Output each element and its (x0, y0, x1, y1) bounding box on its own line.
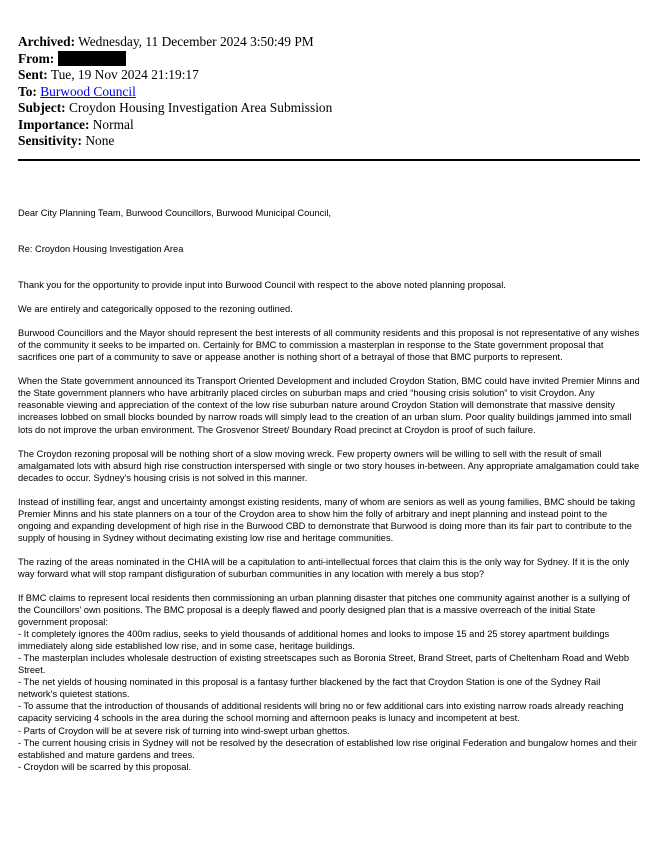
paragraph-5: The Croydon rezoning proposal will be nothing short of a slow moving wreck. Few property owners will be willing to sell with the result of small amalgamated lots with absurd high rise construction interspersed with single or two story houses in-between. Any appropriate amalgamation could take decades to occur. Sydney’s housing crisis is not solved in this manner. (18, 448, 640, 483)
bullet-3: - The net yields of housing nominated in this proposal is a fantasy further blackened by the fact that Croydon Station is one of the Sydney Rail network’s quietest stations. (18, 677, 601, 700)
paragraph-1: Thank you for the opportunity to provide input into Burwood Council with respect to the above noted planning proposal. (18, 280, 506, 291)
importance-label: Importance: (18, 116, 90, 132)
paragraph-8: If BMC claims to represent local residents then commissioning an urban planning disaster that pitches one community against another is a sullying of the Councillors’ own positions. The BMC proposal is a deeply flawed and poorly designed plan that is a massive overreach of the initial State government proposal: (18, 592, 630, 628)
to-label: To: (18, 83, 37, 99)
from-row (18, 51, 640, 68)
importance-row (18, 117, 640, 134)
archived-row (18, 34, 640, 51)
sent-value: Tue, 19 Nov 2024 21:19:17 (50, 67, 199, 82)
email-body (18, 207, 640, 773)
sent-label: Sent: (18, 67, 48, 82)
to-link[interactable]: Burwood Council (40, 83, 136, 99)
paragraph-4: When the State government announced its Transport Oriented Development and included Croydon Station, BMC could have invited Premier Minns and the State government planners who have arbitrarily placed circles on suburban maps and cried “housing crisis solution” to visit Croydon. Any reasonable viewing and appreciation of the context of the low rise suburban nature around Croydon Station will demonstrate that massive density increases lobbed on small blocks bounded by narrow roads will simply lead to the creation of an urban slum. Poor quality buildings jammed into small lots do not improve the urban environment. The Grosvenor Street/ Boundary Road precinct at Croydon is proof of such failure. (18, 376, 640, 435)
paragraph-3: Burwood Councillors and the Mayor should represent the best interests of all community residents and this proposal is not representative of any wishes of the community it seeks to be imparted on. Certainly for BMC to commission a masterplan in response to the State government proposal that sacrifices one part of a community to save or appease another is nothing short of a betrayal of those that BMC purports to represent. (18, 328, 640, 363)
subject-value: Croydon Housing Investigation Area Submission (68, 100, 333, 115)
from-label: From: (18, 50, 55, 66)
sensitivity-label: Sensitivity: (18, 133, 82, 148)
subject-row (18, 100, 640, 117)
email-header (18, 34, 640, 150)
sensitivity-row (18, 133, 640, 150)
bullet-1: - It completely ignores the 400m radius, seeks to yield thousands of additional homes and looks to impose 15 and 25 storey apartment buildings immediately along side established low rise, and in some case, heritage buildings. (18, 629, 610, 652)
subject-label: Subject: (18, 100, 66, 115)
bullet-4: - To assume that the introduction of thousands of additional residents will bring no or few additional cars into existing narrow roads already reaching capacity servicing 4 schools in the area during the school morning and afternoon peaks is lunacy and incompetent at best. (18, 701, 624, 724)
importance-value: Normal (92, 116, 134, 132)
bullet-6: - The current housing crisis in Sydney will not be resolved by the desecration of established low rise original Federation and bungalow homes and their established and mature gardens and trees. (18, 737, 637, 760)
bullet-7: - Croydon will be scarred by this proposal. (18, 761, 192, 772)
greeting: Dear City Planning Team, Burwood Councillors, Burwood Municipal Council, (18, 208, 331, 218)
redacted-sender (58, 51, 126, 66)
bullet-5: - Parts of Croydon will be at severe risk of turning into wind-swept urban ghettos. (18, 725, 350, 736)
archived-label: Archived: (18, 34, 76, 49)
to-row (18, 84, 640, 101)
header-divider (18, 159, 640, 161)
sent-row (18, 67, 640, 84)
bullet-2: - The masterplan includes wholesale destruction of existing streetscapes such as Boronia Street, Brand Street, parts of Cheltenham Road and Webb Street. (18, 653, 630, 676)
archived-value: Wednesday, 11 December 2024 3:50:49 PM (78, 34, 314, 49)
re-line: Re: Croydon Housing Investigation Area (18, 244, 184, 255)
paragraph-2: We are entirely and categorically opposed to the rezoning outlined. (18, 304, 293, 315)
sensitivity-value: None (85, 133, 115, 148)
paragraph-6: Instead of instilling fear, angst and uncertainty amongst existing residents, many of whom are seniors as well as young families, BMC should be taking Premier Minns and his state planners on a tour of the Croydon area to show him the folly of arbitrary and inept planning and instead point to the ongoing and expanding development of high rise in the Burwood CBD to demonstrate that Burwood is doing more than its fair part to contribute to the supply of housing in Sydney without decimating existing low rise and heritage communities. (18, 496, 636, 543)
paragraph-7: The razing of the areas nominated in the CHIA will be a capitulation to anti-intellectual forces that claim this is the only way for Sydney. If it is the only way forward what will stop rampant disfiguration of suburban communities in any location with merely a bus stop? (18, 556, 630, 579)
